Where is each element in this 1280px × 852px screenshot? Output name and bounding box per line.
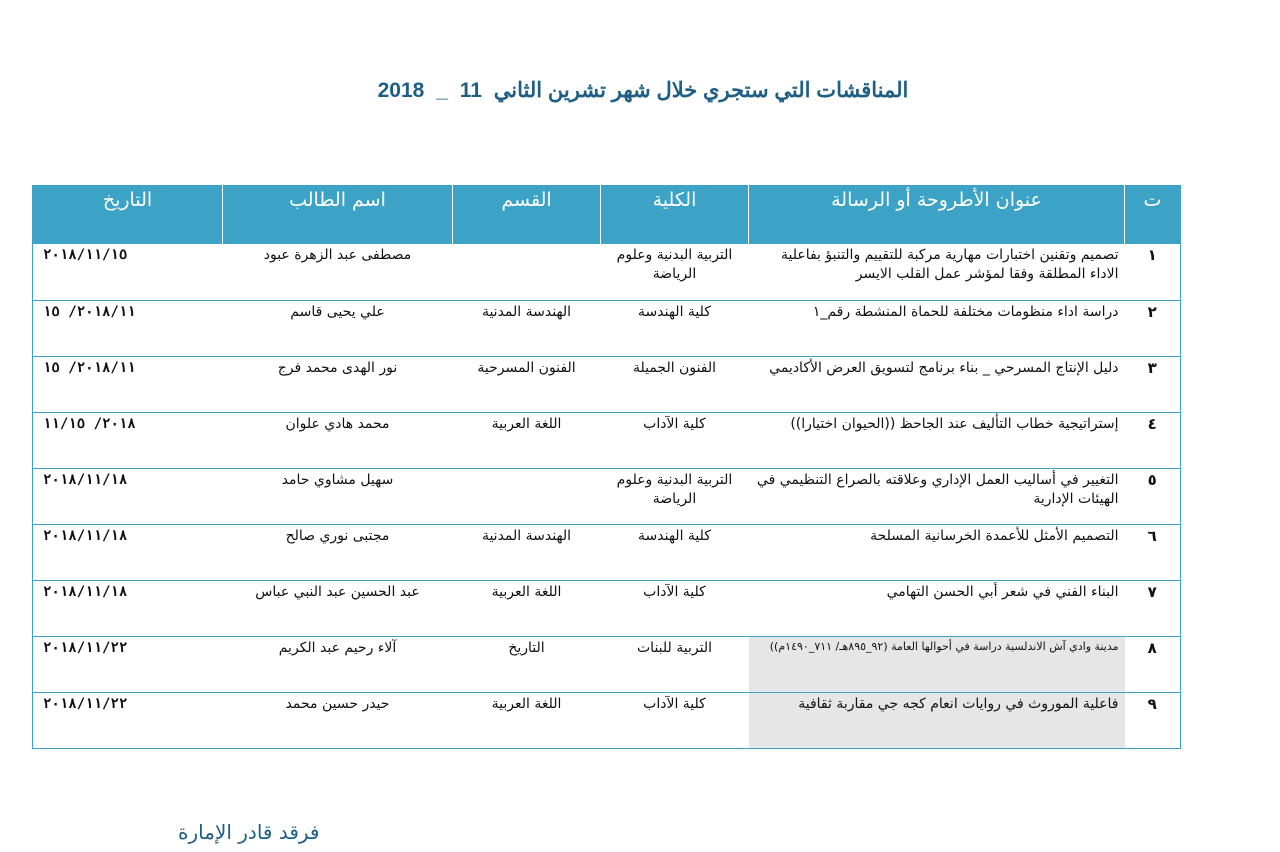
row-date: ٢٠١٨/١١/١٨ (33, 469, 223, 525)
row-student: مصطفى عبد الزهرة عبود (223, 244, 453, 301)
row-student: حيدر حسين محمد (223, 693, 453, 749)
row-college: التربية للبنات (601, 637, 749, 693)
table-row (33, 581, 1181, 637)
row-college: الفنون الجميلة (601, 357, 749, 413)
row-title: تصميم وتقنين اختبارات مهارية مركبة للتقييم والتنبؤ بفاعلية الاداء المطلقة وفقا لمؤشر عمل القلب الايسر (749, 244, 1125, 301)
page-title (230, 78, 1050, 103)
row-date: ٢٠١٨/١١/ ١٥ (33, 301, 223, 357)
row-num: ٧ (1125, 581, 1181, 637)
row-department: الهندسة المدنية (453, 525, 601, 581)
table-row (33, 357, 1181, 413)
row-department: اللغة العربية (453, 693, 601, 749)
header-title: عنوان الأطروحة أو الرسالة (749, 186, 1125, 244)
row-date: ٢٠١٨/١١/ ١٥ (33, 357, 223, 413)
row-date: ٢٠١٨/١١/١٥ (33, 244, 223, 301)
row-title: البناء الفني في شعر أبي الحسن التهامي (749, 581, 1125, 637)
row-student: مجتبى نوري صالح (223, 525, 453, 581)
row-title: التغيير في أساليب العمل الإداري وعلاقته بالصراع التنظيمي في الهيئات الإدارية (749, 469, 1125, 525)
discussions-table (32, 185, 1181, 749)
row-department: اللغة العربية (453, 413, 601, 469)
table-row (33, 469, 1181, 525)
row-num: ٦ (1125, 525, 1181, 581)
row-department: الفنون المسرحية (453, 357, 601, 413)
row-title: دراسة اداء منظومات مختلفة للحماة المنشطة رقم_١ (749, 301, 1125, 357)
header-college: الكلية (601, 186, 749, 244)
row-department: الهندسة المدنية (453, 301, 601, 357)
table-row (33, 693, 1181, 749)
row-title: التصميم الأمثل للأعمدة الخرسانية المسلحة (749, 525, 1125, 581)
row-title: دليل الإنتاج المسرحي _ بناء برنامج لتسويق العرض الأكاديمي (749, 357, 1125, 413)
row-date: ٢٠١٨/١١/١٨ (33, 525, 223, 581)
row-college: كلية الهندسة (601, 525, 749, 581)
row-department (453, 244, 601, 301)
row-college: التربية البدنية وعلوم الرياضة (601, 244, 749, 301)
title-year: 2018 (377, 79, 425, 102)
row-num: ٥ (1125, 469, 1181, 525)
row-num: ٩ (1125, 693, 1181, 749)
row-date: ٢٠١٨/١١/٢٢ (33, 693, 223, 749)
row-student: محمد هادي علوان (223, 413, 453, 469)
row-date: ٢٠١٨/١١/١٨ (33, 581, 223, 637)
row-student: آلاء رحيم عبد الكريم (223, 637, 453, 693)
row-date: ٢٠١٨/١١/٢٢ (33, 637, 223, 693)
row-college: التربية البدنية وعلوم الرياضة (601, 469, 749, 525)
header-num: ت (1125, 186, 1181, 244)
row-num: ٢ (1125, 301, 1181, 357)
header-student: اسم الطالب (223, 186, 453, 244)
table-header-row (33, 186, 1181, 244)
row-department: اللغة العربية (453, 581, 601, 637)
title-month: 11 (459, 79, 482, 102)
row-date: ٢٠١٨/ ١١/١٥ (33, 413, 223, 469)
table-row (33, 637, 1181, 693)
row-student: علي يحيى قاسم (223, 301, 453, 357)
row-student: عبد الحسين عبد النبي عباس (223, 581, 453, 637)
table-row (33, 301, 1181, 357)
row-college: كلية الآداب (601, 581, 749, 637)
row-title: فاعلية الموروث في روايات انعام كجه جي مقاربة ثقافية (749, 693, 1125, 749)
row-college: كلية الآداب (601, 413, 749, 469)
row-num: ١ (1125, 244, 1181, 301)
row-title: مدينة وادي آش الاندلسية دراسة في أحوالها العامة (٩٢_٨٩٥هـ/ ٧١١_١٤٩٠م)) (749, 637, 1125, 693)
row-title: إستراتيجية خطاب التأليف عند الجاحظ ((الحيوان اختيارا)) (749, 413, 1125, 469)
row-num: ٣ (1125, 357, 1181, 413)
row-student: نور الهدى محمد فرج (223, 357, 453, 413)
title-text: المناقشات التي ستجري خلال شهر تشرين الثاني (493, 79, 909, 102)
row-college: كلية الآداب (601, 693, 749, 749)
signature: فرقد قادر الإمارة (178, 820, 320, 844)
table-row (33, 244, 1181, 301)
row-num: ٤ (1125, 413, 1181, 469)
row-num: ٨ (1125, 637, 1181, 693)
row-department (453, 469, 601, 525)
row-student: سهيل مشاوي حامد (223, 469, 453, 525)
title-separator: _ (436, 79, 448, 102)
table-row (33, 413, 1181, 469)
table-row (33, 525, 1181, 581)
header-department: القسم (453, 186, 601, 244)
row-college: كلية الهندسة (601, 301, 749, 357)
header-date: التاريخ (33, 186, 223, 244)
row-department: التاريخ (453, 637, 601, 693)
